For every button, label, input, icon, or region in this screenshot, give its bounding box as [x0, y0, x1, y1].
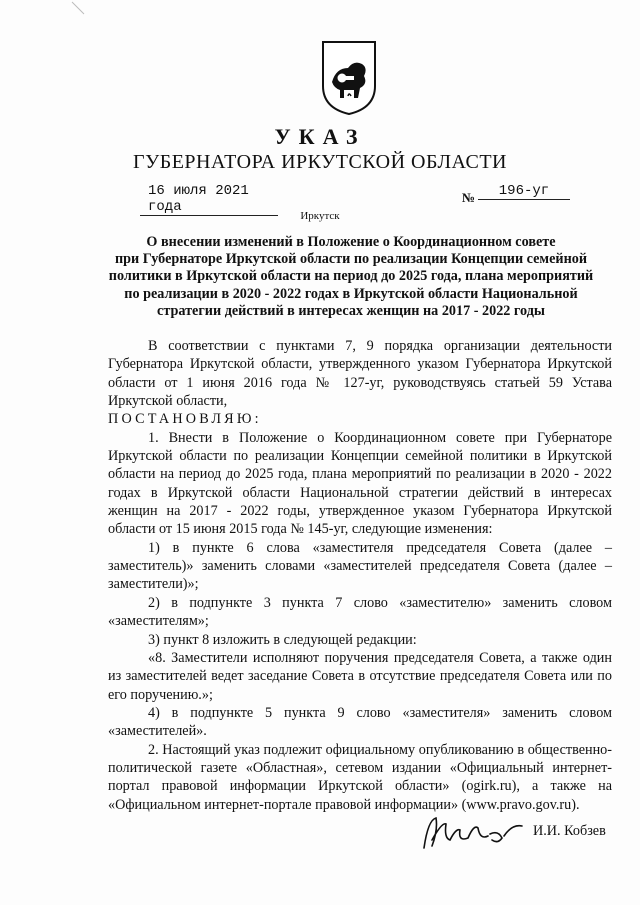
subitem-3-paragraph: 3) пункт 8 изложить в следующей редакции: — [148, 631, 417, 648]
item-1-paragraph: 1. Внести в Положение о Координационном совете при Губернаторе Иркутской области по реализации Концепции семейной политики в Иркутской области на период до 2025 года, плана мероприятий по реализации в 2020 - 2022 годах в Иркутской области Национальной стратегии действий в интересах женщин на 2017 - 2022 годы, утвержденное указом Губернатора Иркутской области от 15 июня 2015 года № 145-уг, следующие изменения: — [108, 429, 612, 538]
decree-word: ПОСТАНОВЛЯЮ: — [108, 411, 262, 428]
heading-line: политики в Иркутской области на период до 2025 года, плана мероприятий — [108, 268, 594, 285]
heading-line: при Губернаторе Иркутской области по реализации Концепции семейной — [114, 251, 588, 268]
item-2-paragraph: 2. Настоящий указ подлежит официальному опубликованию в общественно-политической газете «Областная», сетевом издании «Официальный интернет-портал правовой информации Иркутской области» (ogirk.ru), а также на «Официальном интернет-портале правовой информации» (www.pravo.gov.ru). — [108, 741, 612, 813]
city-label: Иркутск — [300, 210, 340, 222]
subitem-2-paragraph: 2) в подпункте 3 пункта 7 слово «заместителю» заменить словом «заместителям»; — [108, 594, 612, 630]
scan-artifact-mark — [70, 0, 100, 20]
handwritten-signature — [418, 810, 528, 854]
heading-line: стратегии действий в интересах женщин на 2017 - 2022 годы — [157, 302, 545, 319]
heading-line: О внесении изменений в Положение о Координационном совете — [146, 234, 556, 250]
document-date: 16 июля 2021 года — [140, 183, 278, 216]
document-body — [108, 337, 612, 814]
number-sign: № — [462, 190, 476, 205]
issuer-title: ГУБЕРНАТОРА ИРКУТСКОЙ ОБЛАСТИ — [133, 151, 507, 173]
heading-line: по реализации в 2020 - 2022 годах в Иркутской области Национальной — [124, 285, 578, 302]
preamble-paragraph: В соответствии с пунктами 7, 9 порядка организации деятельности Губернатора Иркутской области, утвержденного указом Губернатора Иркутской области от 1 июня 2016 года № 127-уг, руководствуясь статьей 59 Устава Иркутской области, — [108, 338, 612, 410]
subitem-4-paragraph: 4) в подпункте 5 пункта 9 слово «заместителя» заменить словом «заместителей». — [108, 704, 612, 740]
document-heading — [108, 234, 594, 320]
coat-of-arms-emblem — [318, 38, 380, 116]
document-type: УКАЗ — [274, 124, 366, 149]
document-number: 196-уг — [478, 183, 570, 200]
signer-name: И.И. Кобзев — [533, 823, 606, 839]
subitem-3-quote: «8. Заместители исполняют поручения председателя Совета, а также один из заместителей ведет заседание Совета в отсутствие председателя Совета или по его поручению.»; — [108, 649, 612, 703]
subitem-1-paragraph: 1) в пункте 6 слова «заместителя председателя Совета (далее – заместитель)» заменить словами «заместителей председателя Совета (далее – заместители)»; — [108, 539, 612, 593]
